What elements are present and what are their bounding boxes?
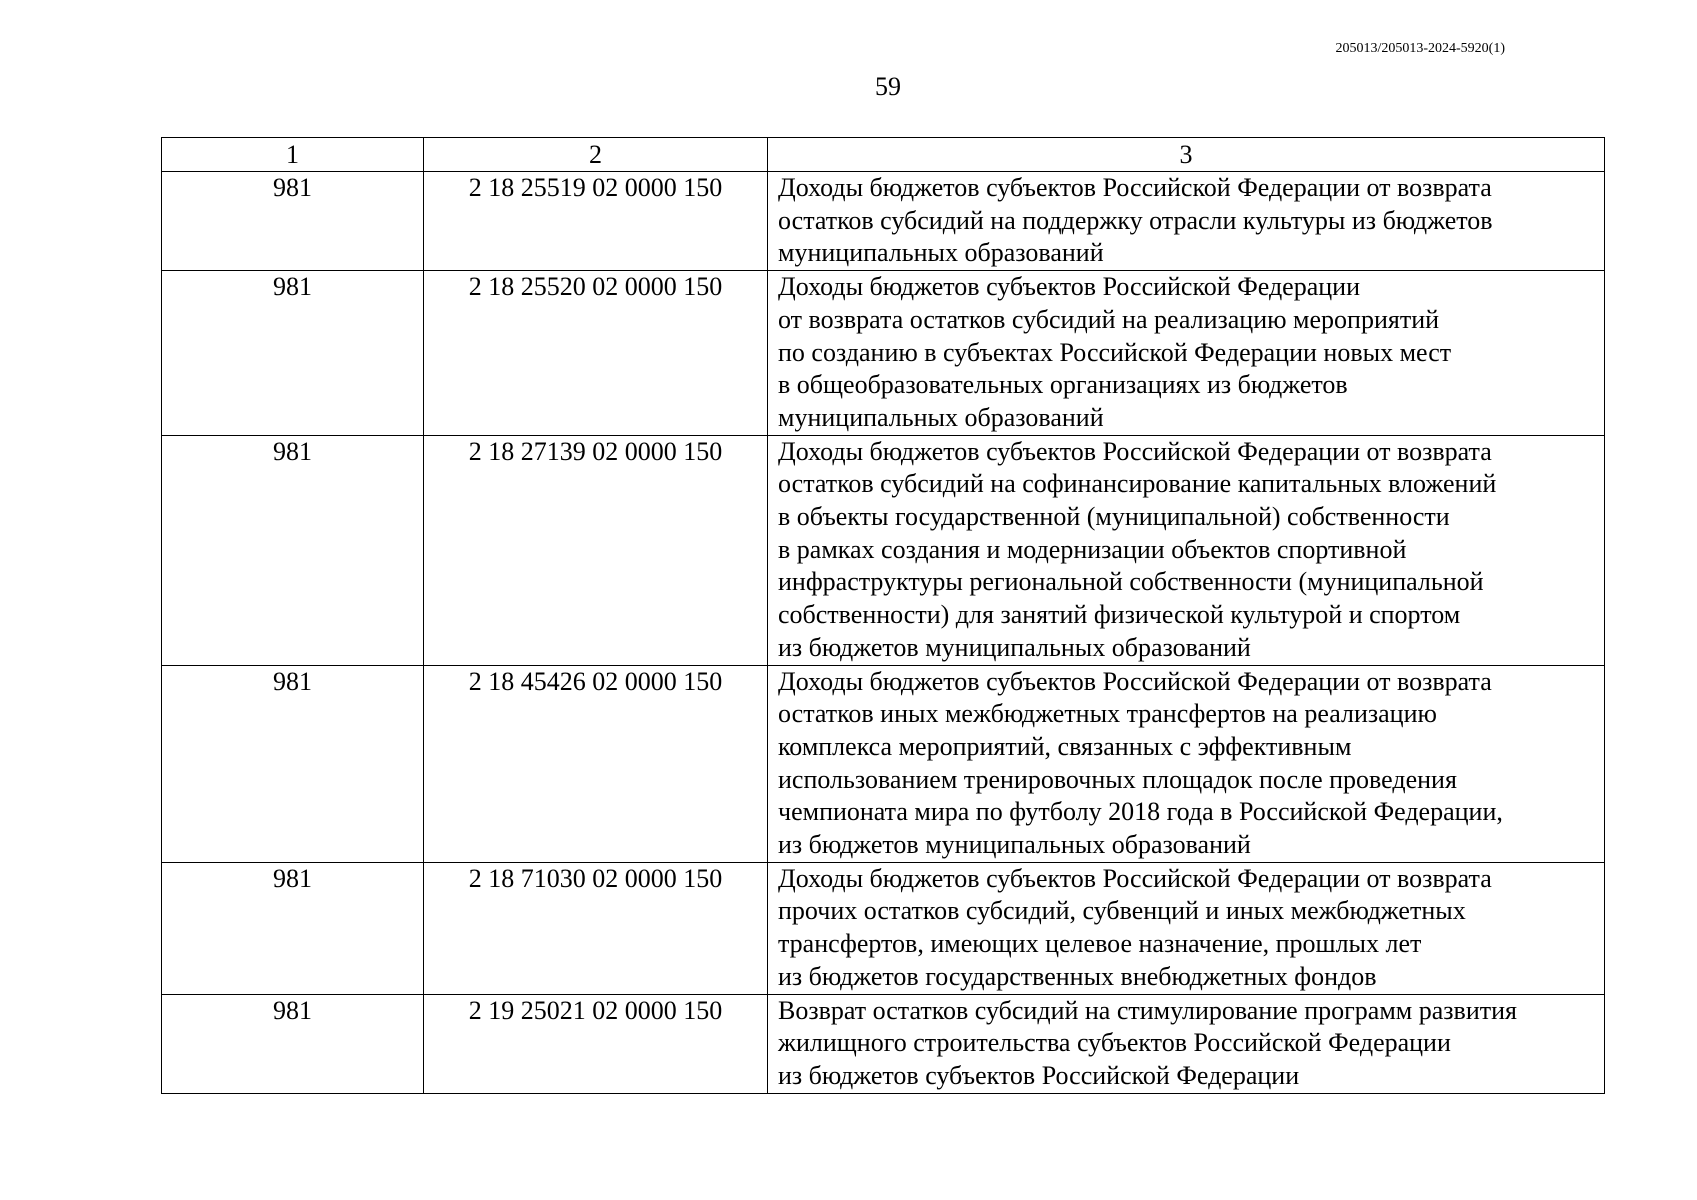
description-line: по созданию в субъектах Российской Федерации новых мест [778,337,1452,367]
description-line: трансфертов, имеющих целевое назначение, прошлых лет [778,929,1422,959]
description-line: из бюджетов субъектов Российской Федерации [778,1060,1300,1090]
table-header-row [162,138,1605,172]
budget-classification-code-cell: 2 18 45426 02 0000 150 [424,665,768,862]
income-description-cell [768,271,1605,436]
description-line: из бюджетов муниципальных образований [778,632,1251,662]
description-line: в объекты государственной (муниципальной) собственности [778,502,1450,532]
admin-code-cell: 981 [162,435,424,665]
description-line: комплекса мероприятий, связанных с эффективным [778,731,1352,761]
table-row [162,862,1605,994]
column-header-1: 1 [162,138,424,172]
description-line: инфраструктуры региональной собственности (муниципальной [778,567,1484,597]
description-line: остатков субсидий на софинансирование капитальных вложений [778,469,1497,499]
income-description-cell [768,435,1605,665]
description-line: Доходы бюджетов субъектов Российской Федерации от возврата [778,436,1492,466]
budget-classification-code-cell: 2 18 25520 02 0000 150 [424,271,768,436]
admin-code-cell: 981 [162,665,424,862]
description-line: из бюджетов государственных внебюджетных фондов [778,961,1377,991]
income-description-cell [768,665,1605,862]
description-line: прочих остатков субсидий, субвенций и иных межбюджетных [778,896,1466,926]
document-id: 205013/205013-2024-5920(1) [1335,41,1505,56]
description-line: в рамках создания и модернизации объектов спортивной [778,534,1407,564]
budget-codes-table-container [161,137,1604,1094]
description-line: в общеобразовательных организациях из бюджетов [778,370,1348,400]
description-line: жилищного строительства субъектов Российской Федерации [778,1028,1451,1058]
budget-classification-code-cell: 2 18 27139 02 0000 150 [424,435,768,665]
table-row [162,665,1605,862]
description-line: остатков субсидий на поддержку отрасли культуры из бюджетов [778,205,1493,235]
column-header-3: 3 [768,138,1605,172]
budget-classification-code-cell: 2 19 25021 02 0000 150 [424,994,768,1093]
description-line: Доходы бюджетов субъектов Российской Федерации [778,272,1360,302]
income-description-cell [768,994,1605,1093]
description-line: муниципальных образований [778,238,1104,268]
admin-code-cell: 981 [162,994,424,1093]
budget-codes-table [161,137,1605,1094]
description-line: из бюджетов муниципальных образований [778,830,1251,860]
table-row [162,172,1605,271]
description-line: Доходы бюджетов субъектов Российской Федерации от возврата [778,863,1492,893]
admin-code-cell: 981 [162,172,424,271]
table-body [162,172,1605,1094]
admin-code-cell: 981 [162,862,424,994]
admin-code-cell: 981 [162,271,424,436]
description-line: Возврат остатков субсидий на стимулирование программ развития [778,995,1517,1025]
description-line: чемпионата мира по футболу 2018 года в Российской Федерации, [778,797,1503,827]
table-row [162,271,1605,436]
description-line: Доходы бюджетов субъектов Российской Федерации от возврата [778,173,1492,202]
description-line: муниципальных образований [778,402,1104,432]
description-line: остатков иных межбюджетных трансфертов на реализацию [778,699,1437,729]
table-row [162,994,1605,1093]
income-description-cell [768,172,1605,271]
description-line: Доходы бюджетов субъектов Российской Федерации от возврата [778,666,1492,696]
description-line: от возврата остатков субсидий на реализацию мероприятий [778,304,1440,334]
description-line: собственности) для занятий физической культурой и спортом [778,600,1461,630]
budget-classification-code-cell: 2 18 25519 02 0000 150 [424,172,768,271]
income-description-cell [768,862,1605,994]
description-line: использованием тренировочных площадок после проведения [778,764,1457,794]
page-number: 59 [875,72,901,101]
column-header-2: 2 [424,138,768,172]
table-row [162,435,1605,665]
budget-classification-code-cell: 2 18 71030 02 0000 150 [424,862,768,994]
